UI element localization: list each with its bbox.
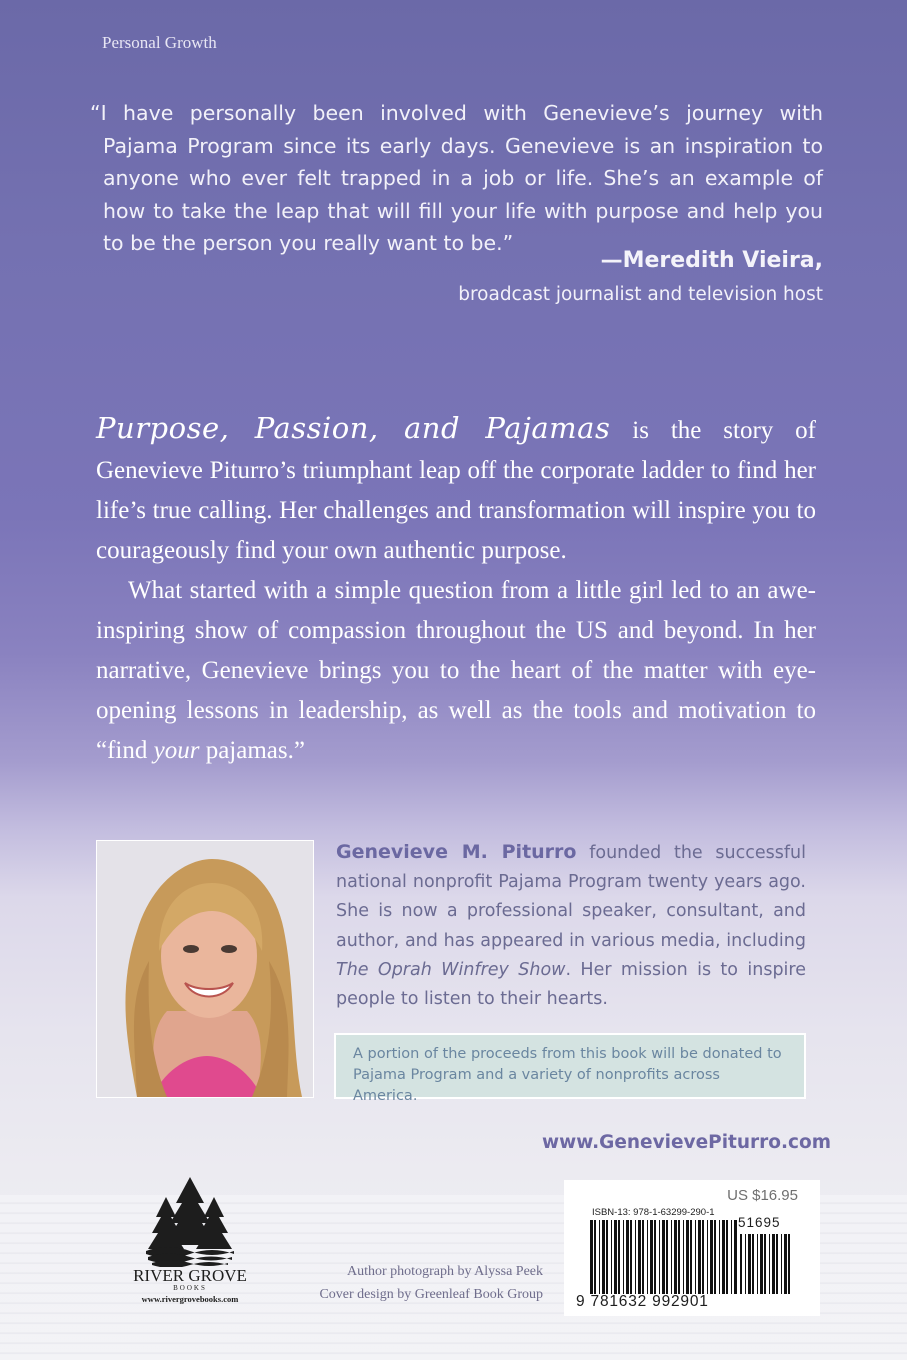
endorsement-quote: “I have personally been involved with Genevieve’s journey with Pajama Program since its early days. Genevieve is an inspiration to anyone who ever felt trapped in a job or life. She’s an example of how to take the leap that will fill your life with purpose and help you to be the person you really want to be.” bbox=[90, 101, 823, 255]
barcode-bar bbox=[784, 1234, 787, 1294]
barcode-bar bbox=[719, 1220, 720, 1294]
blurb-p2-text: What started with a simple question from a little girl led to an awe-inspiring show of compassion throughout the US and beyond. In her narrative, Genevieve brings you to the heart of the matter with eye-opening lessons in leadership, as well as the tools and motivation to “find bbox=[96, 577, 816, 764]
barcode-bar bbox=[599, 1220, 600, 1294]
endorser-name: —Meredith Vieira, bbox=[600, 248, 823, 273]
barcode-bar bbox=[614, 1220, 617, 1294]
publisher-name: RIVER GROVE bbox=[133, 1266, 247, 1285]
barcode-bar bbox=[788, 1234, 790, 1294]
tree-icon bbox=[126, 1175, 254, 1267]
book-title: Purpose, Passion, and Pajamas bbox=[96, 411, 611, 445]
barcode-bar bbox=[695, 1220, 696, 1294]
design-credit: Cover design by Greenleaf Book Group bbox=[319, 1287, 543, 1302]
barcode-bar bbox=[740, 1234, 742, 1294]
blurb-paragraph-2 bbox=[96, 571, 816, 771]
photo-credit: Author photograph by Alyssa Peek bbox=[347, 1264, 543, 1279]
barcode-bar bbox=[662, 1220, 665, 1294]
barcode-bar bbox=[760, 1234, 763, 1294]
barcode-bar bbox=[702, 1220, 704, 1294]
barcode-bar bbox=[618, 1220, 620, 1294]
credits bbox=[319, 1260, 543, 1306]
barcode-bar bbox=[781, 1234, 782, 1294]
barcode-bar bbox=[686, 1220, 689, 1294]
publisher-logo bbox=[126, 1175, 254, 1310]
barcode-bar bbox=[590, 1220, 593, 1294]
bio-text-2: . Her mission is to inspire people to listen to their hearts. bbox=[336, 959, 806, 1010]
barcode-bar bbox=[611, 1220, 612, 1294]
blurb-p2-end: pajamas.” bbox=[199, 737, 305, 764]
blurb-p1-text: is the story of Genevieve Piturro’s triumphant leap off the corporate ladder to find her life’s true calling. Her challenges and transformation will inspire you to courageously find your own authentic purpose. bbox=[96, 417, 817, 564]
barcode-bar bbox=[666, 1220, 668, 1294]
barcode-bar bbox=[654, 1220, 656, 1294]
author-website-link[interactable]: www.GenevievePiturro.com bbox=[542, 1132, 831, 1153]
blurb-paragraph-1 bbox=[96, 408, 816, 571]
category-label: Personal Growth bbox=[102, 33, 217, 52]
isbn-label: ISBN-13: 978-1-63299-290-1 bbox=[592, 1207, 715, 1218]
author-photo bbox=[96, 840, 314, 1098]
barcode-bar bbox=[690, 1220, 692, 1294]
barcode-bar bbox=[659, 1220, 660, 1294]
barcode-bar bbox=[678, 1220, 680, 1294]
price-label: US $16.95 bbox=[727, 1187, 798, 1204]
author-name: Genevieve M. Piturro bbox=[336, 841, 577, 863]
book-blurb bbox=[96, 408, 816, 771]
barcode-bar bbox=[769, 1234, 770, 1294]
barcode-bar bbox=[745, 1234, 746, 1294]
barcode-bar bbox=[683, 1220, 684, 1294]
barcode-bar bbox=[764, 1234, 766, 1294]
barcode-bar bbox=[776, 1234, 778, 1294]
barcode-bar bbox=[722, 1220, 725, 1294]
barcode-bar bbox=[626, 1220, 629, 1294]
barcode-bar bbox=[638, 1220, 641, 1294]
barcode-bar bbox=[707, 1220, 708, 1294]
blurb-p2-emphasis: your bbox=[153, 737, 200, 764]
barcode-bar bbox=[698, 1220, 701, 1294]
barcode-bar bbox=[623, 1220, 624, 1294]
barcode-bar bbox=[647, 1220, 648, 1294]
barcode-bar bbox=[674, 1220, 677, 1294]
barcode-bar bbox=[772, 1234, 775, 1294]
barcode-bar bbox=[602, 1220, 605, 1294]
barcode-bar bbox=[731, 1220, 732, 1294]
barcode-bar bbox=[748, 1234, 751, 1294]
barcode-digits: 9 781632 992901 bbox=[576, 1293, 709, 1310]
bio-show-title: The Oprah Winfrey Show bbox=[336, 959, 566, 980]
barcode-bar bbox=[635, 1220, 636, 1294]
barcode-bar bbox=[757, 1234, 758, 1294]
barcode-bar bbox=[606, 1220, 608, 1294]
publisher-url: www.rivergrovebooks.com bbox=[141, 1294, 239, 1304]
barcode-box bbox=[564, 1180, 820, 1316]
barcode-bar bbox=[630, 1220, 632, 1294]
barcode-bar bbox=[714, 1220, 716, 1294]
publisher-subtitle: BOOKS bbox=[173, 1284, 207, 1292]
barcode-icon bbox=[588, 1220, 738, 1294]
barcode-bar bbox=[671, 1220, 672, 1294]
barcode-bar bbox=[650, 1220, 653, 1294]
price-code: 51695 bbox=[738, 1215, 781, 1230]
donation-note: A portion of the proceeds from this book will be donated to Pajama Program and a variety of nonprofits across America. bbox=[334, 1033, 806, 1099]
barcode-bar bbox=[594, 1220, 596, 1294]
endorser-role: broadcast journalist and television host bbox=[458, 284, 823, 305]
bio-text-1: founded the successful national nonprofit Pajama Program twenty years ago. She is now a professional speaker, consultant, and author, and has appeared in various media, including bbox=[336, 843, 806, 951]
barcode-addon-icon bbox=[738, 1234, 794, 1294]
barcode-bar bbox=[734, 1220, 737, 1294]
barcode-bar bbox=[726, 1220, 728, 1294]
author-bio bbox=[336, 838, 806, 1014]
barcode-bar bbox=[752, 1234, 754, 1294]
barcode-bar bbox=[710, 1220, 713, 1294]
barcode-bar bbox=[642, 1220, 644, 1294]
